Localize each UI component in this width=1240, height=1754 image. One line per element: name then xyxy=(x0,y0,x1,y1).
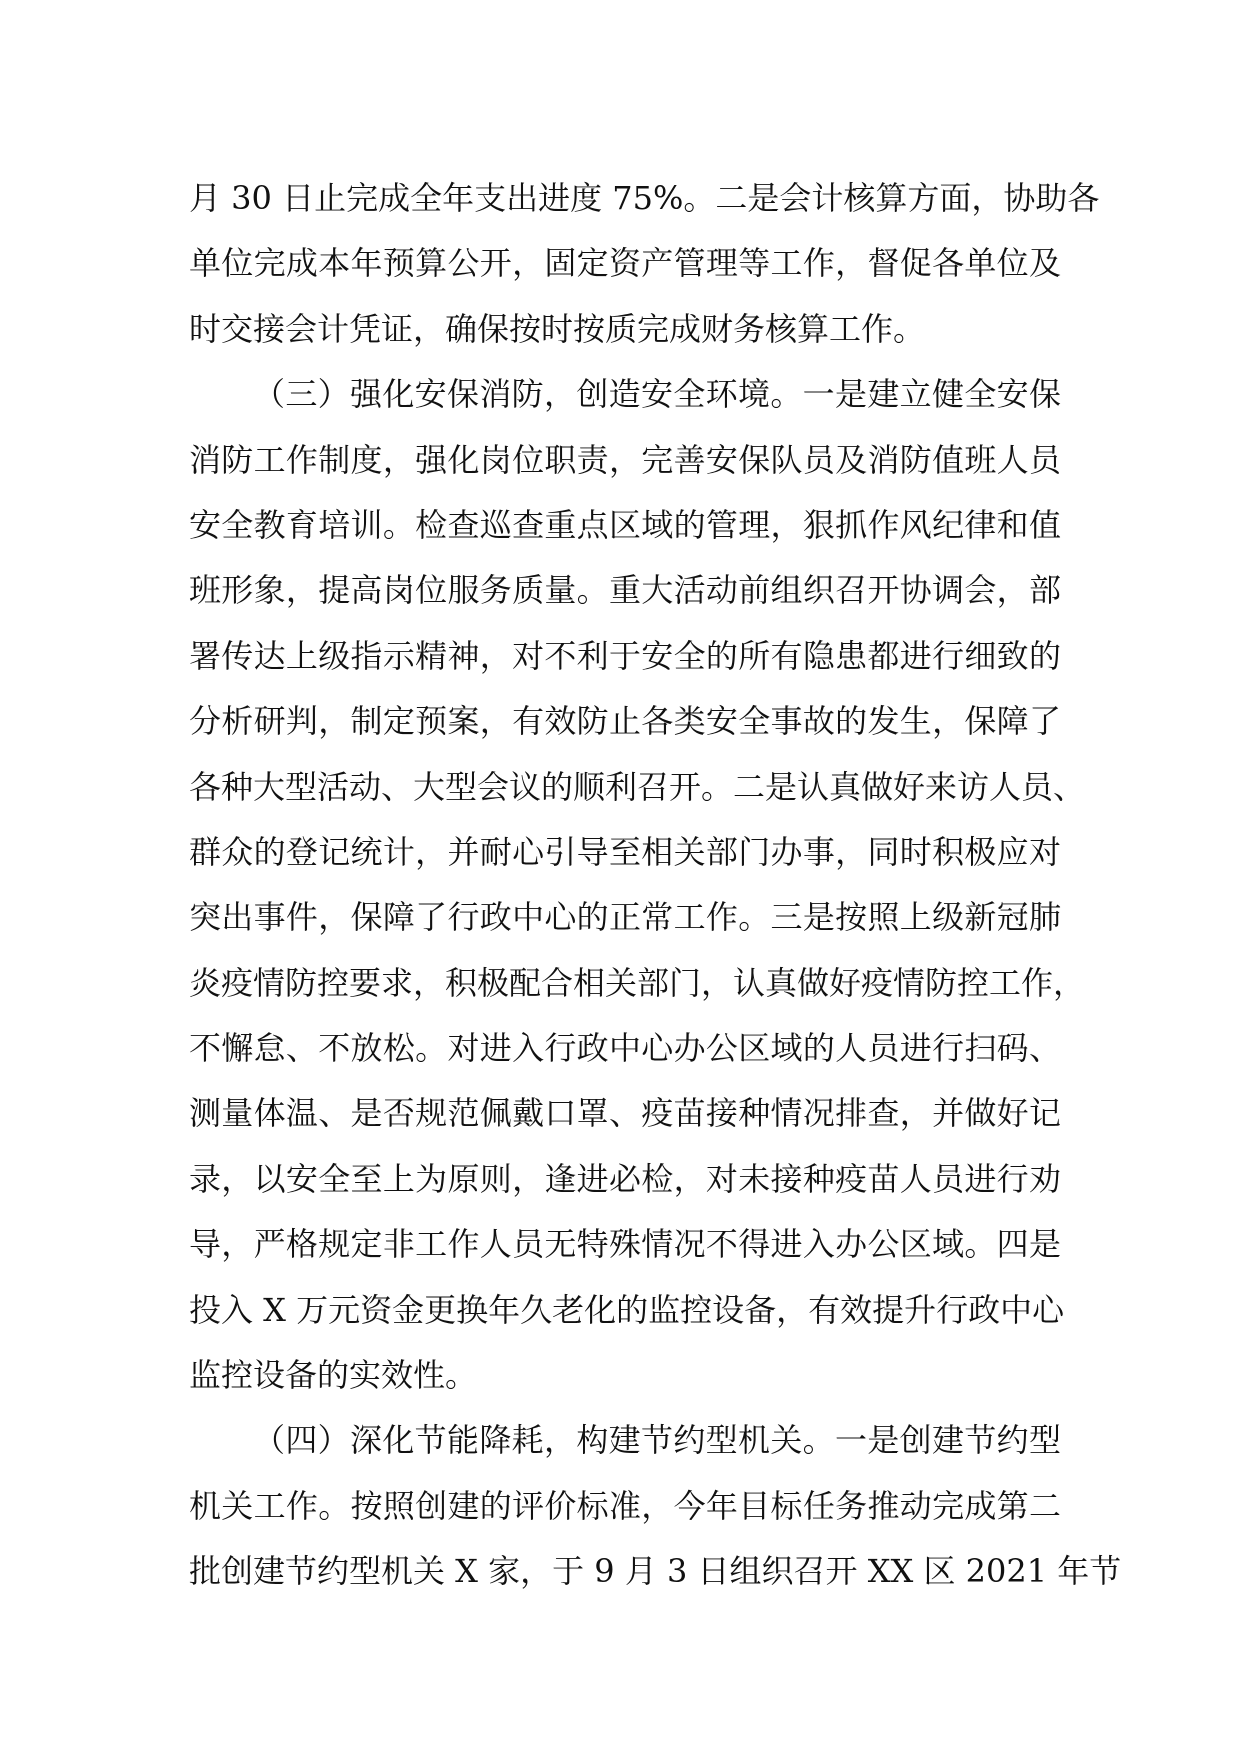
text-line: 突出事件，保障了行政中心的正常工作。三是按照上级新冠肺 xyxy=(189,898,1061,937)
text-line: 不懈怠、不放松。对进入行政中心办公区域的人员进行扫码、 xyxy=(189,1029,1061,1068)
document-body xyxy=(189,166,1122,1605)
text-line: 各种大型活动、大型会议的顺利召开。二是认真做好来访人员、 xyxy=(189,767,1086,806)
text-line: 机关工作。按照创建的评价标准，今年目标任务推动完成第二 xyxy=(189,1486,1061,1525)
text-line: 炎疫情防控要求，积极配合相关部门，认真做好疫情防控工作， xyxy=(189,963,1086,1002)
text-line: 群众的登记统计，并耐心引导至相关部门办事，同时积极应对 xyxy=(189,832,1061,871)
text-line: 投入 X 万元资金更换年久老化的监控设备，有效提升行政中心 xyxy=(189,1290,1065,1329)
text-line: 安全教育培训。检查巡查重点区域的管理，狠抓作风纪律和值 xyxy=(189,505,1061,544)
text-line: 班形象，提高岗位服务质量。重大活动前组织召开协调会，部 xyxy=(189,571,1061,610)
text-line: 监控设备的实效性。 xyxy=(189,1356,478,1395)
text-line: 导，严格规定非工作人员无特殊情况不得进入办公区域。四是 xyxy=(189,1225,1061,1264)
section-heading-line: （四）深化节能降耗，构建节约型机关。一是创建节约型 xyxy=(253,1421,1061,1460)
section-heading-line: （三）强化安保消防，创造安全环境。一是建立健全安保 xyxy=(253,375,1061,414)
text-line: 测量体温、是否规范佩戴口罩、疫苗接种情况排查，并做好记 xyxy=(189,1094,1061,1133)
text-line: 单位完成本年预算公开，固定资产管理等工作，督促各单位及 xyxy=(189,244,1061,283)
text-line: 消防工作制度，强化岗位职责，完善安保队员及消防值班人员 xyxy=(189,440,1061,479)
text-line: 分析研判，制定预案，有效防止各类安全事故的发生，保障了 xyxy=(189,702,1061,741)
text-line: 录，以安全至上为原则，逢进必检，对未接种疫苗人员进行劝 xyxy=(189,1159,1061,1198)
text-line: 时交接会计凭证，确保按时按质完成财务核算工作。 xyxy=(189,309,926,348)
text-line: 批创建节约型机关 X 家，于 9 月 3 日组织召开 XX 区 2021 年节 xyxy=(189,1552,1122,1591)
text-line: 月 30 日止完成全年支出进度 75%。二是会计核算方面，协助各 xyxy=(189,179,1100,217)
text-line: 署传达上级指示精神，对不利于安全的所有隐患都进行细致的 xyxy=(189,636,1061,675)
